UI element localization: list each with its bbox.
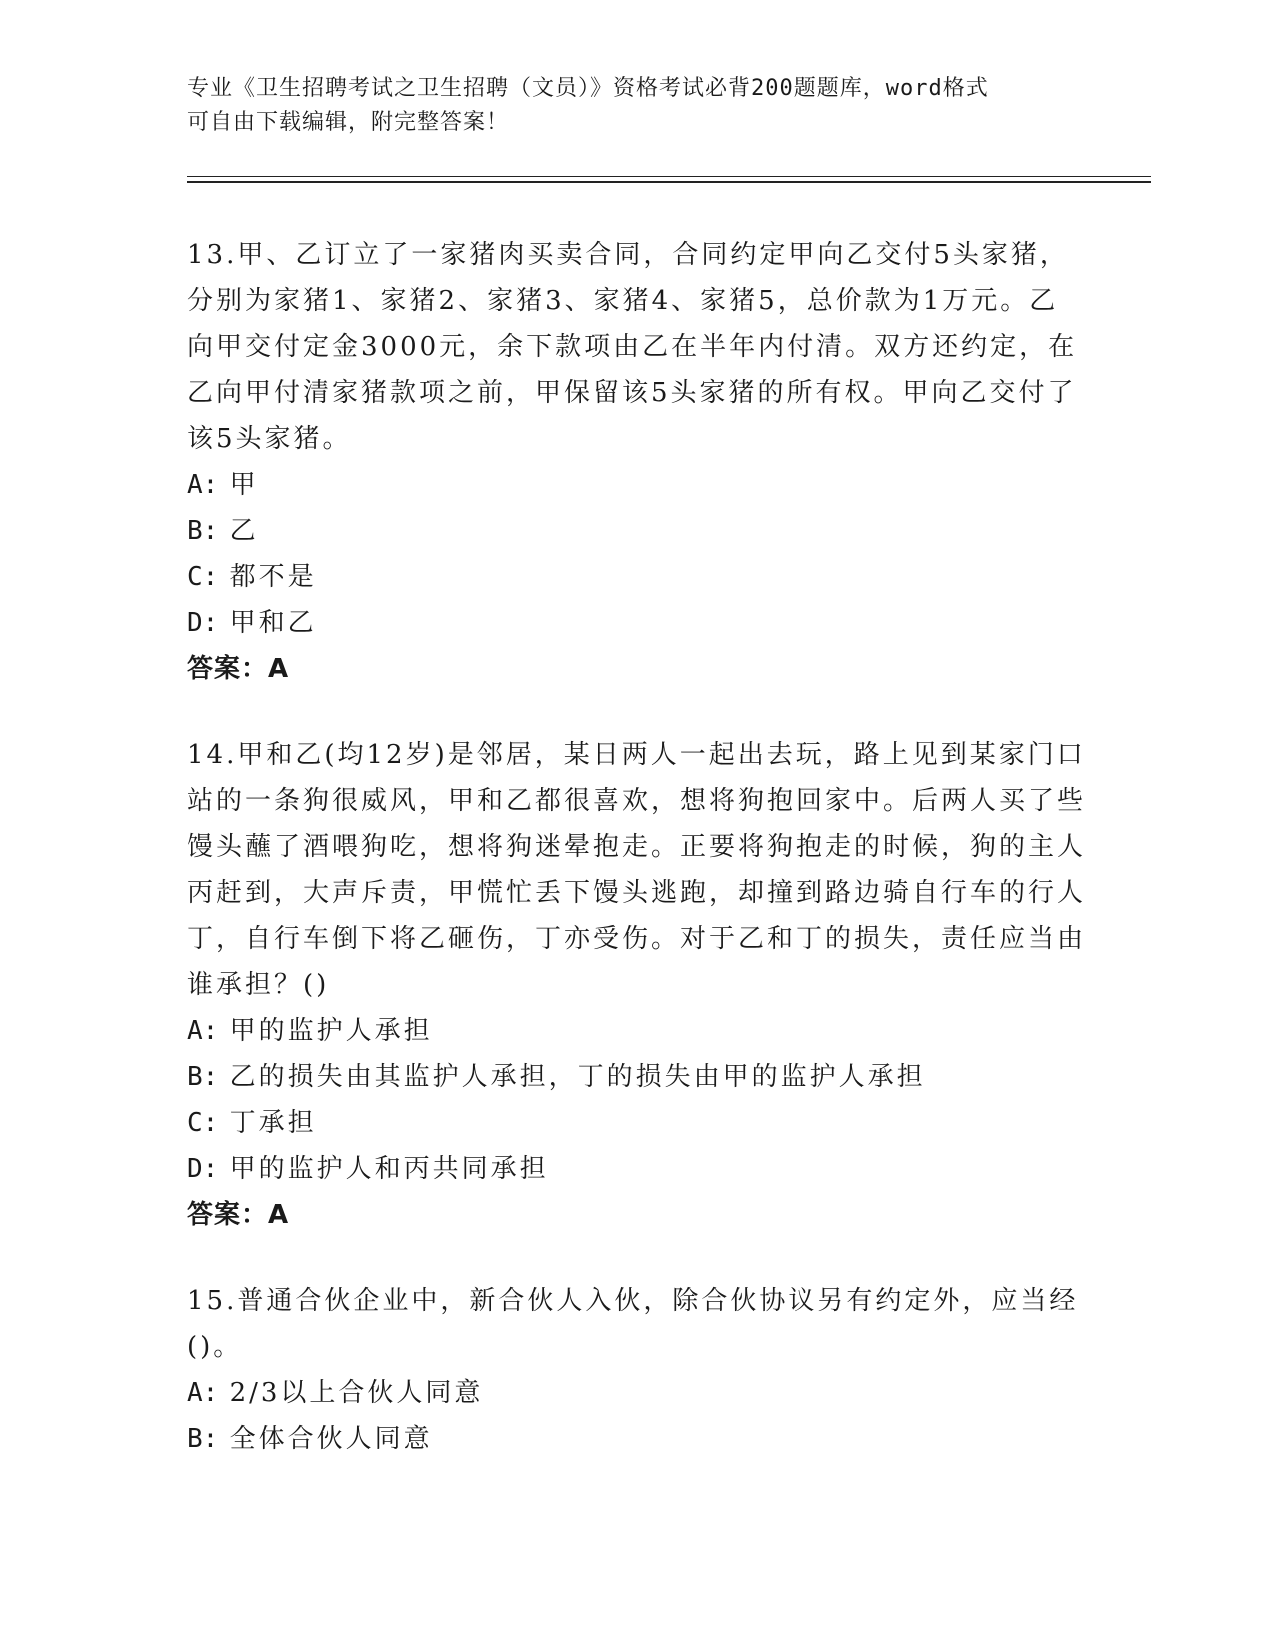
option-letter: A: (187, 1378, 219, 1408)
option-letter: C: (187, 1108, 219, 1138)
question-stem: 13.甲、乙订立了一家猪肉买卖合同，合同约定甲向乙交付5头家猪，分别为家猪1、家猪2、家猪3、家猪4、家猪5，总价款为1万元。乙向甲交付定金3000元，余下款项由乙在半年内付清。双方还约定，在乙向甲付清家猪款项之前，甲保留该5头家猪的所有权。甲向乙交付了该5头家猪。 (187, 240, 1078, 454)
option-letter: A: (187, 470, 219, 500)
option-b (187, 508, 1087, 554)
option-text: 乙的损失由其监护人承担，丁的损失由甲的监护人承担 (229, 1062, 926, 1092)
option-text: 甲 (229, 470, 259, 500)
question-stem: 14.甲和乙(均12岁)是邻居，某日两人一起出去玩，路上见到某家门口站的一条狗很威风，甲和乙都很喜欢，想将狗抱回家中。后两人买了些馒头蘸了酒喂狗吃，想将狗迷晕抱走。正要将狗抱走的时候，狗的主人丙赶到，大声斥责，甲慌忙丢下馒头逃跑，却撞到路边骑自行车的行人丁，自行车倒下将乙砸伤，丁亦受伤。对于乙和丁的损失，责任应当由谁承担？() (187, 740, 1087, 1000)
option-text: 2/3以上合伙人同意 (229, 1378, 484, 1408)
header-line-1: 专业《卫生招聘考试之卫生招聘（文员）》资格考试必背200题题库，word格式 (187, 76, 989, 101)
document-header (187, 72, 1067, 140)
option-b (187, 1416, 1087, 1462)
option-letter: B: (187, 1424, 219, 1454)
option-c (187, 1100, 1087, 1146)
option-text: 乙 (229, 516, 259, 546)
option-b (187, 1054, 1087, 1100)
option-a (187, 1370, 1087, 1416)
option-letter: D: (187, 1154, 219, 1184)
option-letter: B: (187, 1062, 219, 1092)
question-stem: 15.普通合伙企业中，新合伙人入伙，除合伙协议另有约定外，应当经()。 (187, 1286, 1079, 1362)
answer-label: 答案：A (187, 1200, 290, 1230)
answer-label: 答案：A (187, 654, 290, 684)
question-15 (187, 1278, 1087, 1462)
option-a (187, 462, 1087, 508)
option-letter: B: (187, 516, 219, 546)
question-14 (187, 732, 1087, 1238)
option-letter: C: (187, 562, 219, 592)
header-divider-thin (187, 176, 1151, 177)
option-letter: D: (187, 608, 219, 638)
option-text: 甲和乙 (229, 608, 317, 638)
option-c (187, 554, 1087, 600)
option-text: 甲的监护人和丙共同承担 (229, 1154, 549, 1184)
option-text: 丁承担 (229, 1108, 317, 1138)
option-d (187, 600, 1087, 646)
option-text: 甲的监护人承担 (229, 1016, 433, 1046)
header-line-2: 可自由下载编辑，附完整答案！ (187, 110, 510, 135)
question-13 (187, 232, 1087, 692)
option-d (187, 1146, 1087, 1192)
option-text: 都不是 (229, 562, 317, 592)
option-letter: A: (187, 1016, 219, 1046)
header-divider-thick (187, 181, 1151, 183)
option-a (187, 1008, 1087, 1054)
option-text: 全体合伙人同意 (229, 1424, 433, 1454)
question-list (187, 232, 1087, 1502)
